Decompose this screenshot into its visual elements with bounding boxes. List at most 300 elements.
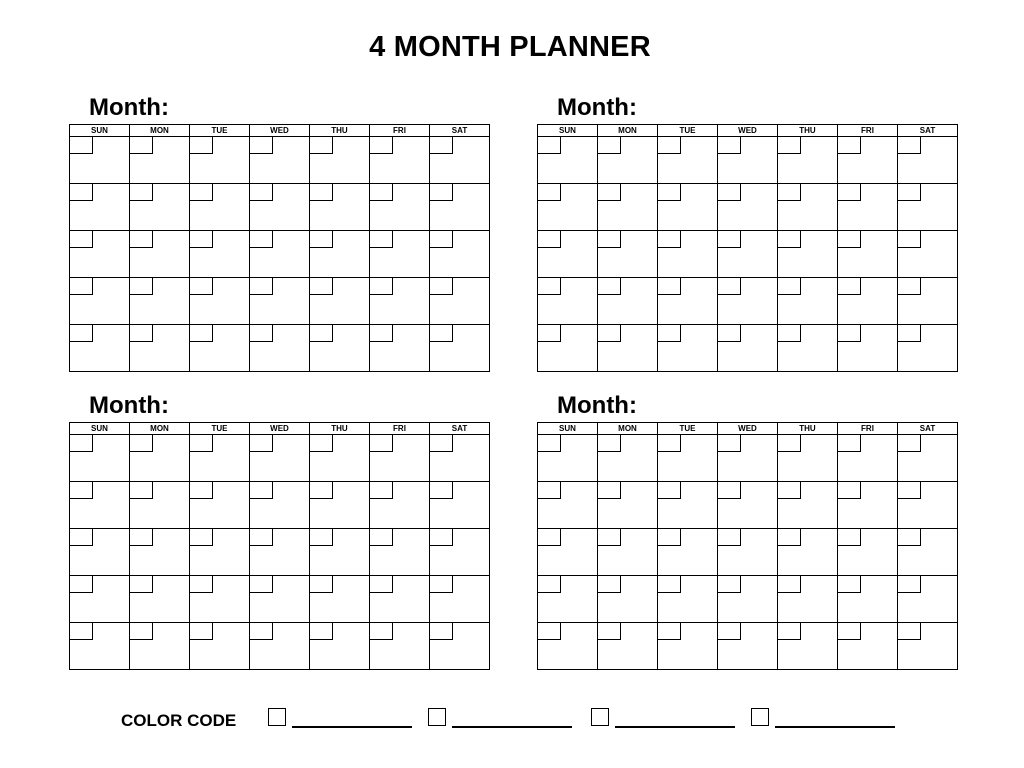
date-number-box[interactable] bbox=[130, 184, 153, 201]
day-cell[interactable] bbox=[310, 231, 370, 278]
day-cell[interactable] bbox=[250, 278, 310, 325]
day-cell[interactable] bbox=[130, 482, 190, 529]
date-number-box[interactable] bbox=[898, 482, 921, 499]
date-number-box[interactable] bbox=[658, 325, 681, 342]
day-cell[interactable] bbox=[370, 137, 430, 184]
day-cell[interactable] bbox=[130, 231, 190, 278]
day-cell[interactable] bbox=[190, 623, 250, 670]
day-cell[interactable] bbox=[130, 435, 190, 482]
day-cell[interactable] bbox=[898, 529, 958, 576]
day-cell[interactable] bbox=[598, 435, 658, 482]
day-cell[interactable] bbox=[130, 576, 190, 623]
day-cell[interactable] bbox=[310, 529, 370, 576]
day-cell[interactable] bbox=[718, 435, 778, 482]
day-cell[interactable] bbox=[658, 435, 718, 482]
weekday-header: TUE bbox=[190, 423, 250, 435]
date-number-box[interactable] bbox=[718, 137, 741, 154]
day-cell[interactable] bbox=[898, 623, 958, 670]
day-cell[interactable] bbox=[370, 623, 430, 670]
date-number-box[interactable] bbox=[250, 576, 273, 593]
day-cell[interactable] bbox=[430, 278, 490, 325]
date-number-box[interactable] bbox=[838, 278, 861, 295]
day-cell[interactable] bbox=[778, 278, 838, 325]
day-cell[interactable] bbox=[718, 137, 778, 184]
day-cell[interactable] bbox=[538, 529, 598, 576]
day-cell[interactable] bbox=[70, 623, 130, 670]
day-cell[interactable] bbox=[598, 529, 658, 576]
day-cell[interactable] bbox=[70, 482, 130, 529]
week-row bbox=[70, 529, 490, 576]
day-cell[interactable] bbox=[898, 184, 958, 231]
day-cell[interactable] bbox=[190, 325, 250, 372]
day-cell[interactable] bbox=[718, 576, 778, 623]
day-cell[interactable] bbox=[838, 278, 898, 325]
day-cell[interactable] bbox=[190, 576, 250, 623]
date-number-box[interactable] bbox=[778, 482, 801, 499]
day-cell[interactable] bbox=[430, 137, 490, 184]
day-cell[interactable] bbox=[190, 137, 250, 184]
date-number-box[interactable] bbox=[310, 325, 333, 342]
date-number-box[interactable] bbox=[838, 231, 861, 248]
date-number-box[interactable] bbox=[70, 576, 93, 593]
color-checkbox[interactable] bbox=[428, 708, 446, 726]
day-cell[interactable] bbox=[250, 137, 310, 184]
date-number-box[interactable] bbox=[190, 576, 213, 593]
month-label: Month: bbox=[557, 94, 637, 121]
date-number-box[interactable] bbox=[598, 231, 621, 248]
day-cell[interactable] bbox=[250, 435, 310, 482]
day-cell[interactable] bbox=[598, 482, 658, 529]
day-cell[interactable] bbox=[70, 325, 130, 372]
day-cell[interactable] bbox=[130, 137, 190, 184]
date-number-box[interactable] bbox=[130, 482, 153, 499]
date-number-box[interactable] bbox=[190, 278, 213, 295]
day-cell[interactable] bbox=[190, 184, 250, 231]
day-cell[interactable] bbox=[190, 278, 250, 325]
day-cell[interactable] bbox=[538, 482, 598, 529]
day-cell[interactable] bbox=[370, 278, 430, 325]
date-number-box[interactable] bbox=[190, 623, 213, 640]
date-number-box[interactable] bbox=[718, 576, 741, 593]
day-cell[interactable] bbox=[598, 576, 658, 623]
day-cell[interactable] bbox=[598, 623, 658, 670]
date-number-box[interactable] bbox=[190, 137, 213, 154]
day-cell[interactable] bbox=[430, 576, 490, 623]
date-number-box[interactable] bbox=[190, 482, 213, 499]
date-number-box[interactable] bbox=[370, 529, 393, 546]
date-number-box[interactable] bbox=[838, 576, 861, 593]
day-cell[interactable] bbox=[778, 623, 838, 670]
date-number-box[interactable] bbox=[838, 137, 861, 154]
date-number-box[interactable] bbox=[898, 137, 921, 154]
date-number-box[interactable] bbox=[370, 278, 393, 295]
day-cell[interactable] bbox=[370, 576, 430, 623]
day-cell[interactable] bbox=[658, 325, 718, 372]
date-number-box[interactable] bbox=[898, 184, 921, 201]
date-number-box[interactable] bbox=[250, 482, 273, 499]
date-number-box[interactable] bbox=[718, 435, 741, 452]
day-cell[interactable] bbox=[250, 482, 310, 529]
date-number-box[interactable] bbox=[430, 623, 453, 640]
date-number-box[interactable] bbox=[430, 529, 453, 546]
day-cell[interactable] bbox=[838, 623, 898, 670]
day-cell[interactable] bbox=[898, 278, 958, 325]
day-cell[interactable] bbox=[70, 435, 130, 482]
day-cell[interactable] bbox=[370, 529, 430, 576]
day-cell[interactable] bbox=[718, 529, 778, 576]
date-number-box[interactable] bbox=[718, 231, 741, 248]
date-number-box[interactable] bbox=[718, 278, 741, 295]
date-number-box[interactable] bbox=[430, 184, 453, 201]
date-number-box[interactable] bbox=[658, 435, 681, 452]
date-number-box[interactable] bbox=[538, 325, 561, 342]
day-cell[interactable] bbox=[370, 231, 430, 278]
day-cell[interactable] bbox=[658, 482, 718, 529]
date-number-box[interactable] bbox=[658, 529, 681, 546]
day-cell[interactable] bbox=[430, 325, 490, 372]
date-number-box[interactable] bbox=[130, 576, 153, 593]
day-cell[interactable] bbox=[310, 482, 370, 529]
day-cell[interactable] bbox=[718, 325, 778, 372]
date-number-box[interactable] bbox=[838, 529, 861, 546]
date-number-box[interactable] bbox=[70, 184, 93, 201]
date-number-box[interactable] bbox=[370, 325, 393, 342]
day-cell[interactable] bbox=[70, 184, 130, 231]
date-number-box[interactable] bbox=[130, 325, 153, 342]
date-number-box[interactable] bbox=[598, 482, 621, 499]
date-number-box[interactable] bbox=[778, 529, 801, 546]
day-cell[interactable] bbox=[838, 137, 898, 184]
day-cell[interactable] bbox=[778, 529, 838, 576]
date-number-box[interactable] bbox=[250, 325, 273, 342]
date-number-box[interactable] bbox=[430, 231, 453, 248]
date-number-box[interactable] bbox=[838, 184, 861, 201]
date-number-box[interactable] bbox=[898, 435, 921, 452]
day-cell[interactable] bbox=[430, 231, 490, 278]
date-number-box[interactable] bbox=[130, 435, 153, 452]
date-number-box[interactable] bbox=[598, 325, 621, 342]
date-number-box[interactable] bbox=[598, 529, 621, 546]
day-cell[interactable] bbox=[838, 529, 898, 576]
date-number-box[interactable] bbox=[778, 623, 801, 640]
date-number-box[interactable] bbox=[430, 482, 453, 499]
date-number-box[interactable] bbox=[838, 482, 861, 499]
day-cell[interactable] bbox=[538, 137, 598, 184]
day-cell[interactable] bbox=[130, 325, 190, 372]
date-number-box[interactable] bbox=[310, 482, 333, 499]
date-number-box[interactable] bbox=[250, 278, 273, 295]
day-cell[interactable] bbox=[658, 623, 718, 670]
date-number-box[interactable] bbox=[130, 529, 153, 546]
day-cell[interactable] bbox=[430, 435, 490, 482]
date-number-box[interactable] bbox=[430, 278, 453, 295]
calendar-grid bbox=[69, 422, 490, 670]
date-number-box[interactable] bbox=[718, 623, 741, 640]
day-cell[interactable] bbox=[538, 435, 598, 482]
day-cell[interactable] bbox=[778, 231, 838, 278]
weekday-header: SUN bbox=[538, 125, 598, 137]
day-cell[interactable] bbox=[130, 278, 190, 325]
day-cell[interactable] bbox=[430, 482, 490, 529]
day-cell[interactable] bbox=[430, 184, 490, 231]
day-cell[interactable] bbox=[898, 231, 958, 278]
date-number-box[interactable] bbox=[898, 231, 921, 248]
date-number-box[interactable] bbox=[898, 529, 921, 546]
day-cell[interactable] bbox=[838, 576, 898, 623]
day-cell[interactable] bbox=[130, 623, 190, 670]
date-number-box[interactable] bbox=[70, 482, 93, 499]
date-number-box[interactable] bbox=[598, 137, 621, 154]
date-number-box[interactable] bbox=[778, 278, 801, 295]
date-number-box[interactable] bbox=[598, 278, 621, 295]
day-cell[interactable] bbox=[898, 576, 958, 623]
date-number-box[interactable] bbox=[898, 576, 921, 593]
date-number-box[interactable] bbox=[778, 576, 801, 593]
date-number-box[interactable] bbox=[190, 529, 213, 546]
date-number-box[interactable] bbox=[310, 184, 333, 201]
date-number-box[interactable] bbox=[310, 529, 333, 546]
day-cell[interactable] bbox=[70, 278, 130, 325]
date-number-box[interactable] bbox=[778, 231, 801, 248]
day-cell[interactable] bbox=[250, 184, 310, 231]
date-number-box[interactable] bbox=[430, 435, 453, 452]
date-number-box[interactable] bbox=[70, 529, 93, 546]
date-number-box[interactable] bbox=[370, 576, 393, 593]
day-cell[interactable] bbox=[598, 231, 658, 278]
day-cell[interactable] bbox=[778, 435, 838, 482]
calendar-grid bbox=[537, 422, 958, 670]
color-blank-line[interactable] bbox=[452, 726, 572, 728]
date-number-box[interactable] bbox=[538, 278, 561, 295]
date-number-box[interactable] bbox=[70, 435, 93, 452]
weekday-header: TUE bbox=[658, 125, 718, 137]
date-number-box[interactable] bbox=[538, 576, 561, 593]
day-cell[interactable] bbox=[370, 482, 430, 529]
day-cell[interactable] bbox=[538, 576, 598, 623]
day-cell[interactable] bbox=[718, 482, 778, 529]
day-cell[interactable] bbox=[70, 231, 130, 278]
day-cell[interactable] bbox=[898, 137, 958, 184]
date-number-box[interactable] bbox=[778, 325, 801, 342]
date-number-box[interactable] bbox=[310, 623, 333, 640]
date-number-box[interactable] bbox=[718, 482, 741, 499]
color-checkbox[interactable] bbox=[268, 708, 286, 726]
date-number-box[interactable] bbox=[310, 231, 333, 248]
day-cell[interactable] bbox=[310, 576, 370, 623]
day-cell[interactable] bbox=[538, 278, 598, 325]
date-number-box[interactable] bbox=[370, 137, 393, 154]
day-cell[interactable] bbox=[310, 184, 370, 231]
date-number-box[interactable] bbox=[778, 435, 801, 452]
date-number-box[interactable] bbox=[538, 623, 561, 640]
date-number-box[interactable] bbox=[370, 623, 393, 640]
date-number-box[interactable] bbox=[718, 184, 741, 201]
date-number-box[interactable] bbox=[190, 325, 213, 342]
date-number-box[interactable] bbox=[250, 231, 273, 248]
date-number-box[interactable] bbox=[370, 184, 393, 201]
day-cell[interactable] bbox=[250, 529, 310, 576]
day-cell[interactable] bbox=[838, 184, 898, 231]
date-number-box[interactable] bbox=[250, 529, 273, 546]
day-cell[interactable] bbox=[310, 325, 370, 372]
day-cell[interactable] bbox=[778, 325, 838, 372]
day-cell[interactable] bbox=[310, 623, 370, 670]
date-number-box[interactable] bbox=[898, 325, 921, 342]
date-number-box[interactable] bbox=[130, 137, 153, 154]
day-cell[interactable] bbox=[718, 278, 778, 325]
day-cell[interactable] bbox=[838, 325, 898, 372]
date-number-box[interactable] bbox=[190, 184, 213, 201]
day-cell[interactable] bbox=[838, 435, 898, 482]
date-number-box[interactable] bbox=[538, 184, 561, 201]
day-cell[interactable] bbox=[658, 529, 718, 576]
day-cell[interactable] bbox=[838, 482, 898, 529]
week-row bbox=[538, 435, 958, 482]
date-number-box[interactable] bbox=[538, 231, 561, 248]
day-cell[interactable] bbox=[658, 576, 718, 623]
date-number-box[interactable] bbox=[370, 482, 393, 499]
day-cell[interactable] bbox=[718, 184, 778, 231]
date-number-box[interactable] bbox=[838, 435, 861, 452]
date-number-box[interactable] bbox=[250, 184, 273, 201]
day-cell[interactable] bbox=[658, 184, 718, 231]
date-number-box[interactable] bbox=[598, 184, 621, 201]
date-number-box[interactable] bbox=[310, 137, 333, 154]
date-number-box[interactable] bbox=[598, 576, 621, 593]
date-number-box[interactable] bbox=[658, 623, 681, 640]
date-number-box[interactable] bbox=[718, 325, 741, 342]
date-number-box[interactable] bbox=[130, 623, 153, 640]
date-number-box[interactable] bbox=[70, 137, 93, 154]
date-number-box[interactable] bbox=[430, 576, 453, 593]
day-cell[interactable] bbox=[430, 529, 490, 576]
date-number-box[interactable] bbox=[538, 529, 561, 546]
day-cell[interactable] bbox=[778, 576, 838, 623]
calendar-grid bbox=[537, 124, 958, 372]
day-cell[interactable] bbox=[658, 278, 718, 325]
date-number-box[interactable] bbox=[430, 325, 453, 342]
date-number-box[interactable] bbox=[658, 231, 681, 248]
color-checkbox[interactable] bbox=[591, 708, 609, 726]
day-cell[interactable] bbox=[538, 325, 598, 372]
day-cell[interactable] bbox=[430, 623, 490, 670]
date-number-box[interactable] bbox=[838, 623, 861, 640]
date-number-box[interactable] bbox=[598, 435, 621, 452]
date-number-box[interactable] bbox=[130, 278, 153, 295]
day-cell[interactable] bbox=[778, 184, 838, 231]
day-cell[interactable] bbox=[370, 325, 430, 372]
day-cell[interactable] bbox=[70, 576, 130, 623]
color-checkbox[interactable] bbox=[751, 708, 769, 726]
day-cell[interactable] bbox=[130, 184, 190, 231]
day-cell[interactable] bbox=[778, 482, 838, 529]
day-cell[interactable] bbox=[130, 529, 190, 576]
date-number-box[interactable] bbox=[70, 231, 93, 248]
date-number-box[interactable] bbox=[538, 137, 561, 154]
weekday-header: WED bbox=[250, 125, 310, 137]
date-number-box[interactable] bbox=[250, 623, 273, 640]
day-cell[interactable] bbox=[778, 137, 838, 184]
day-cell[interactable] bbox=[190, 231, 250, 278]
day-cell[interactable] bbox=[190, 529, 250, 576]
day-cell[interactable] bbox=[70, 529, 130, 576]
date-number-box[interactable] bbox=[658, 137, 681, 154]
day-cell[interactable] bbox=[598, 137, 658, 184]
date-number-box[interactable] bbox=[370, 435, 393, 452]
week-row bbox=[70, 278, 490, 325]
date-number-box[interactable] bbox=[538, 482, 561, 499]
date-number-box[interactable] bbox=[838, 325, 861, 342]
date-number-box[interactable] bbox=[70, 623, 93, 640]
color-blank-line[interactable] bbox=[292, 726, 412, 728]
day-cell[interactable] bbox=[598, 325, 658, 372]
day-cell[interactable] bbox=[898, 482, 958, 529]
day-cell[interactable] bbox=[250, 576, 310, 623]
date-number-box[interactable] bbox=[598, 623, 621, 640]
date-number-box[interactable] bbox=[70, 278, 93, 295]
date-number-box[interactable] bbox=[190, 231, 213, 248]
date-number-box[interactable] bbox=[658, 482, 681, 499]
day-cell[interactable] bbox=[370, 435, 430, 482]
color-blank-line[interactable] bbox=[615, 726, 735, 728]
date-number-box[interactable] bbox=[778, 184, 801, 201]
day-cell[interactable] bbox=[898, 325, 958, 372]
date-number-box[interactable] bbox=[898, 623, 921, 640]
date-number-box[interactable] bbox=[190, 435, 213, 452]
day-cell[interactable] bbox=[250, 623, 310, 670]
day-cell[interactable] bbox=[538, 184, 598, 231]
date-number-box[interactable] bbox=[250, 137, 273, 154]
date-number-box[interactable] bbox=[538, 435, 561, 452]
day-cell[interactable] bbox=[370, 184, 430, 231]
day-cell[interactable] bbox=[658, 231, 718, 278]
day-cell[interactable] bbox=[538, 231, 598, 278]
day-cell[interactable] bbox=[70, 137, 130, 184]
date-number-box[interactable] bbox=[658, 184, 681, 201]
date-number-box[interactable] bbox=[130, 231, 153, 248]
date-number-box[interactable] bbox=[658, 576, 681, 593]
date-number-box[interactable] bbox=[250, 435, 273, 452]
day-cell[interactable] bbox=[310, 137, 370, 184]
day-cell[interactable] bbox=[250, 231, 310, 278]
date-number-box[interactable] bbox=[310, 576, 333, 593]
day-cell[interactable] bbox=[718, 231, 778, 278]
date-number-box[interactable] bbox=[370, 231, 393, 248]
date-number-box[interactable] bbox=[718, 529, 741, 546]
date-number-box[interactable] bbox=[658, 278, 681, 295]
day-cell[interactable] bbox=[838, 231, 898, 278]
day-cell[interactable] bbox=[718, 623, 778, 670]
day-cell[interactable] bbox=[898, 435, 958, 482]
date-number-box[interactable] bbox=[898, 278, 921, 295]
day-cell[interactable] bbox=[250, 325, 310, 372]
date-number-box[interactable] bbox=[430, 137, 453, 154]
day-cell[interactable] bbox=[658, 137, 718, 184]
date-number-box[interactable] bbox=[310, 278, 333, 295]
date-number-box[interactable] bbox=[310, 435, 333, 452]
day-cell[interactable] bbox=[538, 623, 598, 670]
day-cell[interactable] bbox=[310, 278, 370, 325]
date-number-box[interactable] bbox=[70, 325, 93, 342]
day-cell[interactable] bbox=[190, 435, 250, 482]
color-blank-line[interactable] bbox=[775, 726, 895, 728]
day-cell[interactable] bbox=[598, 184, 658, 231]
day-cell[interactable] bbox=[190, 482, 250, 529]
color-code-entry-3 bbox=[591, 707, 741, 729]
date-number-box[interactable] bbox=[778, 137, 801, 154]
day-cell[interactable] bbox=[598, 278, 658, 325]
day-cell[interactable] bbox=[310, 435, 370, 482]
